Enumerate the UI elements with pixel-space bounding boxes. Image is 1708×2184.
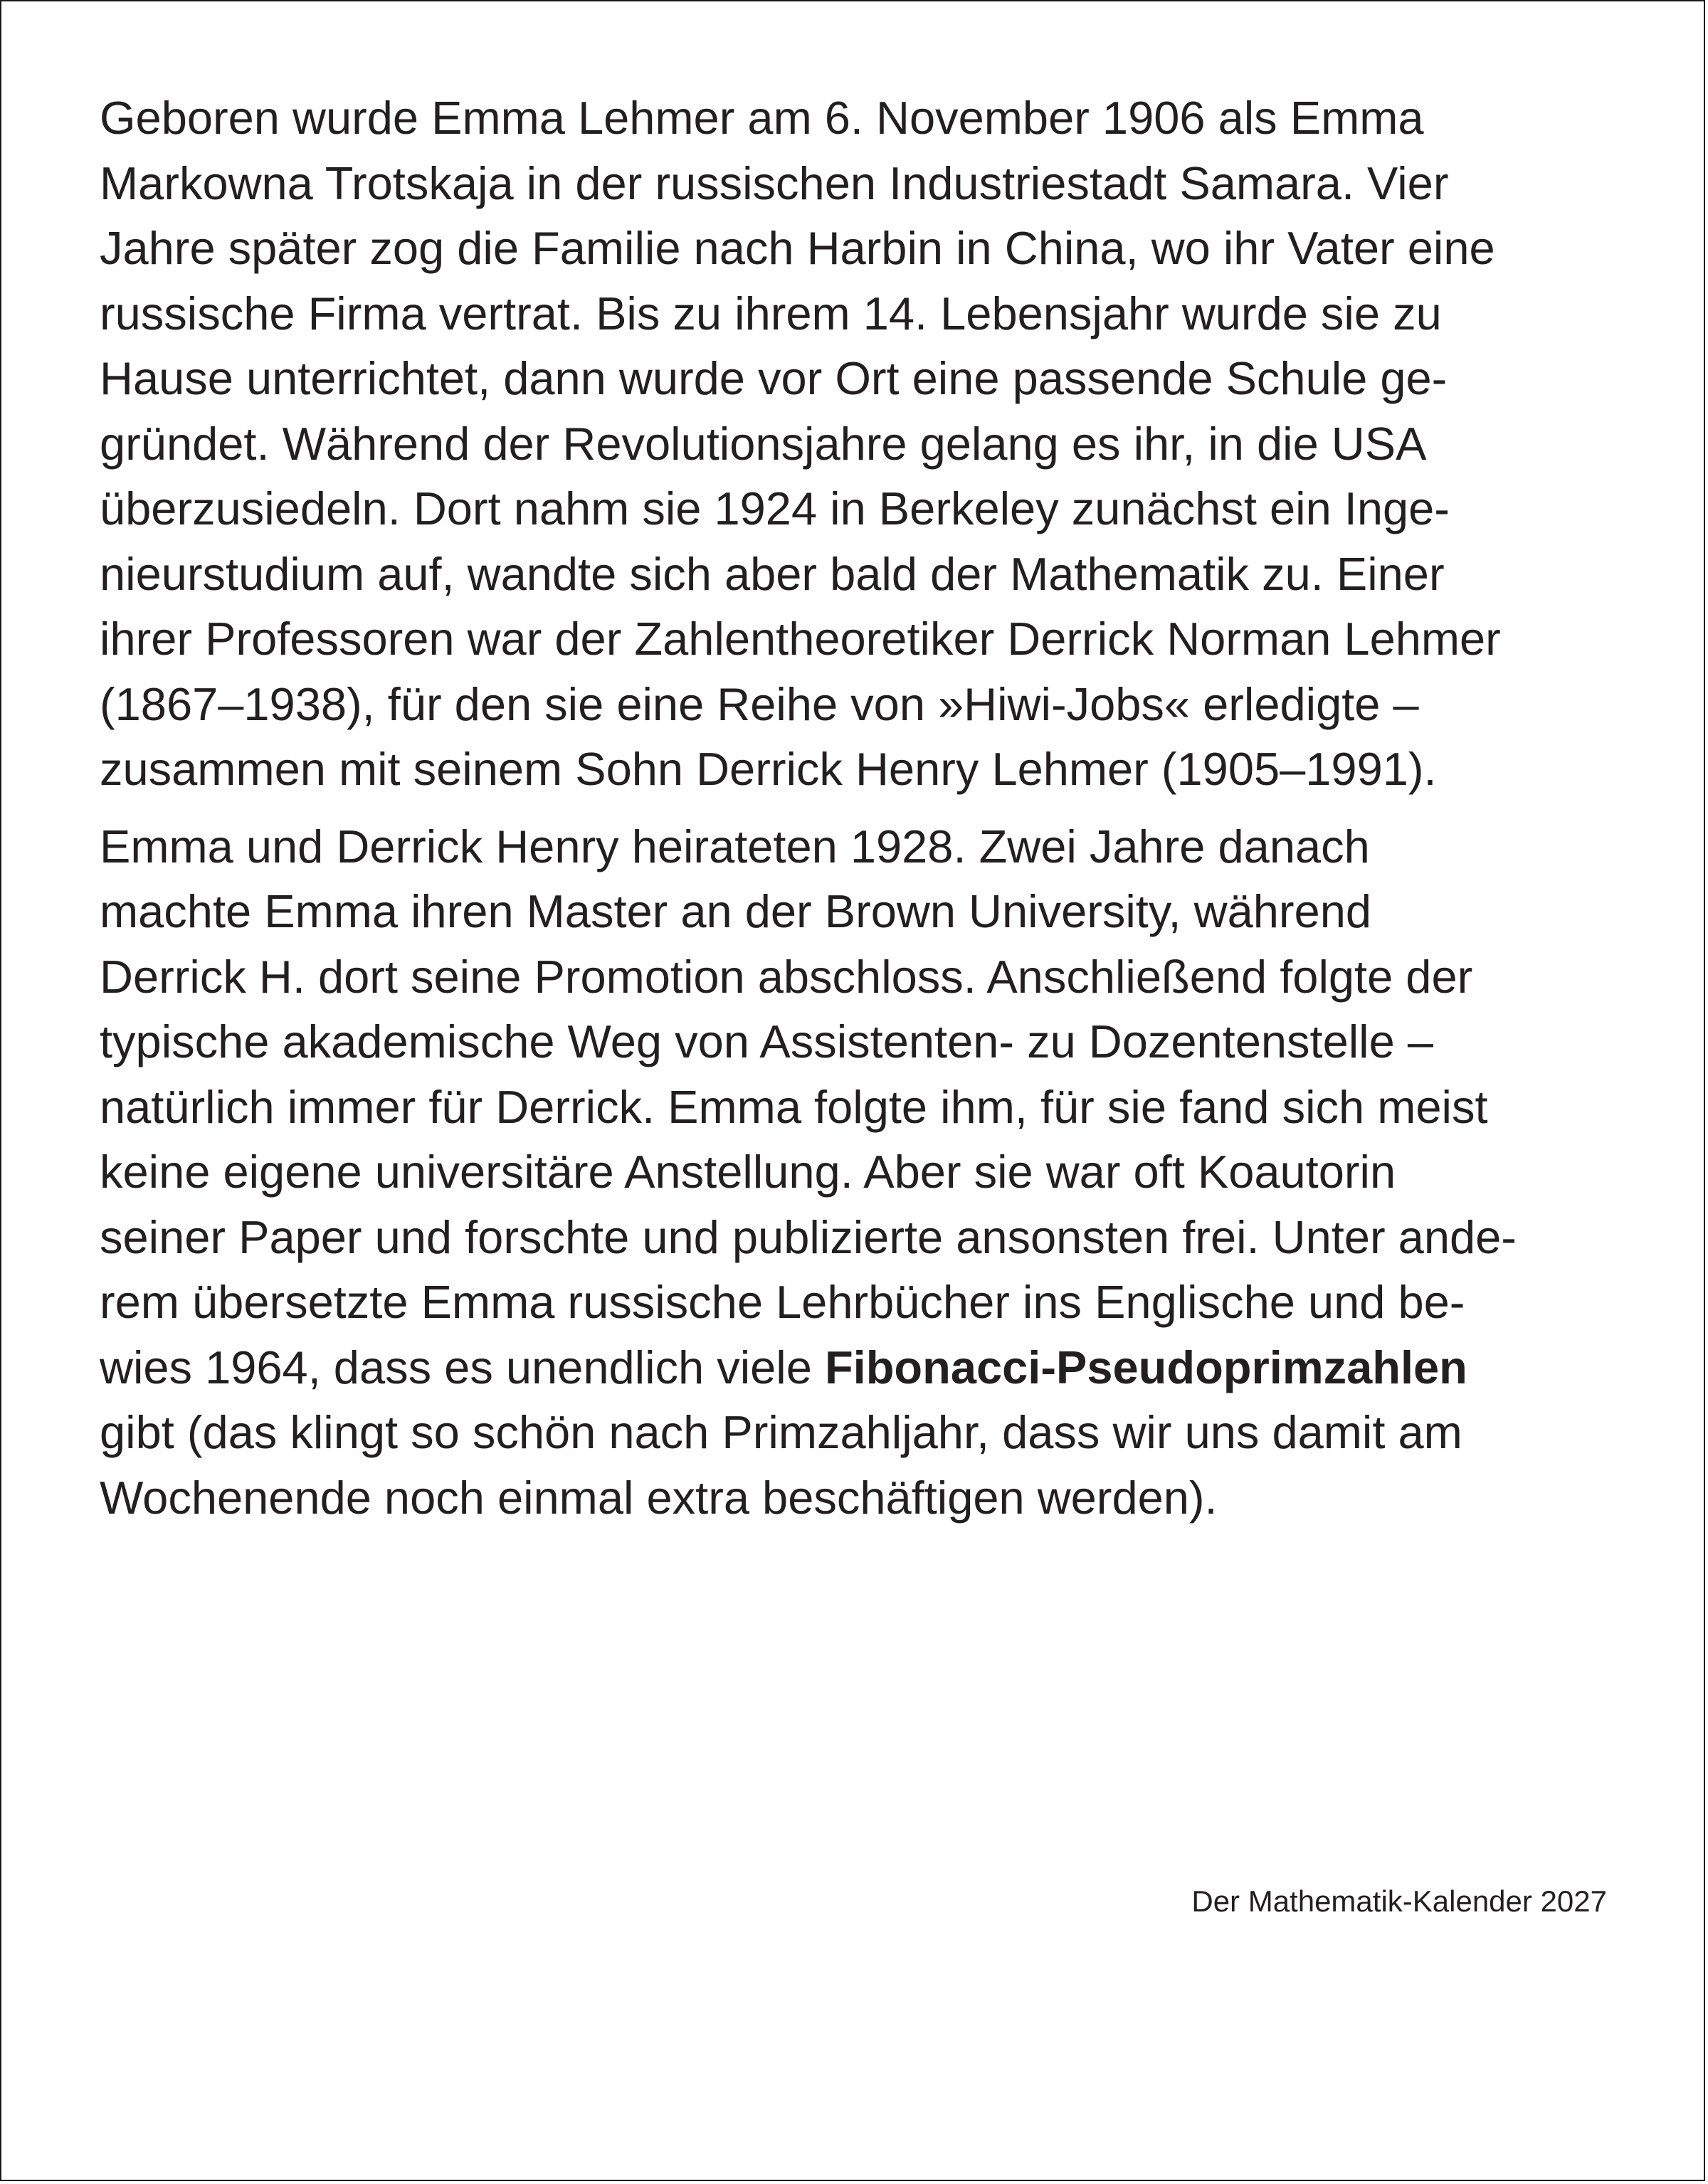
text-line: natürlich immer für Derrick. Emma folgte ihm, für sie fand sich meist: [100, 1080, 1488, 1133]
calendar-footer: Der Mathematik-Kalender 2027: [1191, 1884, 1607, 1918]
text-line: Geboren wurde Emma Lehmer am 6. November 1906 als Emma: [100, 92, 1424, 144]
text-line: russische Firma vertrat. Bis zu ihrem 14. Lebensjahr wurde sie zu: [100, 287, 1442, 339]
text-line: Hause unterrichtet, dann wurde vor Ort eine passende Schule ge-: [100, 352, 1448, 404]
text-line-with-bold-term: [100, 1335, 1615, 1400]
paragraph-2: [100, 814, 1615, 1531]
text-line: überzusiedeln. Dort nahm sie 1924 in Berkeley zunächst ein Inge-: [100, 482, 1450, 534]
paragraph-1: [100, 85, 1615, 802]
text-line: typische akademische Weg von Assistenten- zu Dozentenstelle –: [100, 1015, 1433, 1067]
text-line: Derrick H. dort seine Promotion abschloss. Anschließend folgte der: [100, 950, 1473, 1003]
text-line: Emma und Derrick Henry heirateten 1928. Zwei Jahre danach: [100, 820, 1370, 872]
text-line: keine eigene universitäre Anstellung. Aber sie war oft Koautorin: [100, 1146, 1396, 1198]
text-segment: wies 1964, dass es unendlich viele: [100, 1341, 825, 1393]
text-line: rem übersetzte Emma russische Lehrbücher ins Englische und be-: [100, 1276, 1465, 1328]
text-line: (1867–1938), für den sie eine Reihe von »Hiwi-Jobs« erledigte –: [100, 677, 1419, 730]
body-text: [100, 85, 1615, 1530]
text-line: nieurstudium auf, wandte sich aber bald der Mathematik zu. Einer: [100, 547, 1445, 600]
text-line: Wochenende noch einmal extra beschäftigen werden).: [100, 1471, 1218, 1524]
text-line: zusammen mit seinem Sohn Derrick Henry Lehmer (1905–1991).: [100, 743, 1437, 795]
text-line: Markowna Trotskaja in der russischen Industriestadt Samara. Vier: [100, 157, 1449, 209]
text-line: seiner Paper und forschte und publizierte ansonsten frei. Unter ande-: [100, 1210, 1517, 1263]
text-line: machte Emma ihren Master an der Brown University, während: [100, 885, 1371, 937]
bold-term: Fibonacci-Pseudoprimzahlen: [824, 1341, 1467, 1393]
text-line: ihrer Professoren war der Zahlentheoretiker Derrick Norman Lehmer: [100, 613, 1501, 665]
text-line: Jahre später zog die Familie nach Harbin in China, wo ihr Vater eine: [100, 222, 1495, 274]
text-line: gibt (das klingt so schön nach Primzahljahr, dass wir uns damit am: [100, 1406, 1462, 1458]
text-line: gründet. Während der Revolutionsjahre gelang es ihr, in die USA: [100, 417, 1427, 470]
